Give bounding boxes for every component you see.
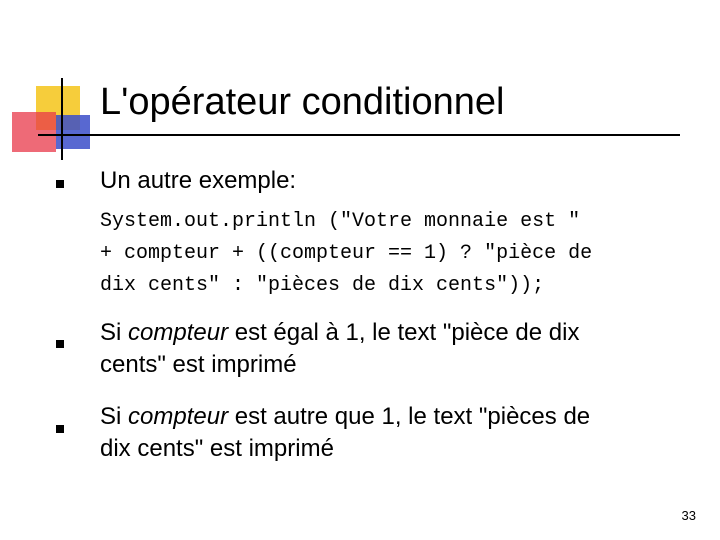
bullet-3-suffix: est autre que 1, le text "pièces de — [228, 403, 591, 430]
bullet-3-line-1 — [100, 401, 590, 433]
bullet-3-variable: compteur — [128, 403, 229, 430]
bullet-2-suffix: est égal à 1, le text "pièce de dix — [228, 319, 580, 346]
code-line-3: dix cents" : "pièces de dix cents")); — [100, 274, 545, 297]
slide-title: L'opérateur conditionnel — [100, 81, 505, 123]
code-block — [100, 206, 592, 302]
bullet-2-line-1 — [100, 317, 579, 349]
bullet-1-label: Un autre exemple: — [100, 167, 297, 194]
bullet-2-variable: compteur — [128, 319, 229, 346]
bullet-3-line-2: dix cents" est imprimé — [100, 435, 334, 462]
bullet-marker-1 — [56, 180, 64, 188]
bullet-marker-3 — [56, 425, 64, 433]
bullet-text-1 — [100, 165, 296, 197]
code-line-1: System.out.println ("Votre monnaie est " — [100, 210, 581, 233]
bullet-2-prefix: Si — [100, 319, 129, 346]
bullet-2-line-2: cents" est imprimé — [100, 351, 297, 378]
title-divider — [38, 134, 680, 136]
bullet-text-2 — [100, 317, 579, 381]
bullet-marker-2 — [56, 340, 64, 348]
code-line-2: + compteur + ((compteur == 1) ? "pièce de — [100, 242, 593, 265]
bullet-text-3 — [100, 401, 590, 465]
bullet-3-prefix: Si — [100, 403, 129, 430]
slide-logo-icon — [0, 0, 100, 170]
logo-red-square — [12, 112, 56, 152]
page-number: 33 — [681, 508, 696, 523]
